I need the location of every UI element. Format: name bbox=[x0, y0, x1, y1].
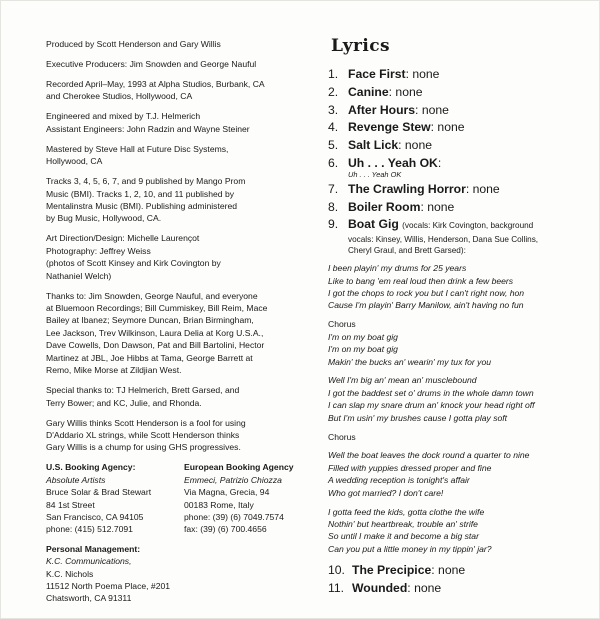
track-note: : none bbox=[415, 102, 449, 117]
track-sub-lyric bbox=[328, 169, 590, 181]
us-agency-line: phone: (415) 512.7091 bbox=[46, 524, 133, 535]
track-note: : none bbox=[388, 84, 423, 99]
credits-line: Cheryl Graul, and Brett Garsed): bbox=[348, 246, 466, 256]
us-agency-heading: U.S. Booking Agency: bbox=[46, 462, 136, 473]
art-credit: Art Direction/Design: Michelle Laurençot Photography: Jeffrey Weiss (photos of Scott Kinsey and Kirk Covington by Nathaniel Welch) bbox=[46, 233, 221, 281]
management-name: K.C. Communications, bbox=[46, 556, 132, 567]
eu-agency-line: Via Magna, Grecia, 94 bbox=[184, 487, 270, 498]
track-item bbox=[328, 66, 590, 84]
track-number: 1. bbox=[328, 67, 339, 81]
verse: Well the boat leaves the dock round a quarter to nine Filled with yuppies dressed proper and fine A wedding reception is tonight's affair Who got married? I don't care! bbox=[328, 450, 530, 498]
eu-agency-line: phone: (39) (6) 7049.7574 bbox=[184, 511, 284, 522]
eu-agency-name: Emmeci, Patrizio Chiozza bbox=[184, 474, 282, 485]
track-name: Boat Gig bbox=[348, 217, 399, 232]
booking-agencies bbox=[46, 461, 308, 535]
track-item bbox=[328, 199, 590, 217]
management-line: 11512 North Poema Place, #201 bbox=[46, 580, 171, 591]
chorus: Chorus I'm on my boat gig I'm on my boat gig Makin' the bucks an' wearin' my tux for you bbox=[328, 319, 492, 367]
lyrics-title: Lyrics bbox=[331, 36, 390, 56]
track-credits bbox=[402, 221, 533, 230]
producers-credit: Produced by Scott Henderson and Gary Willis bbox=[46, 39, 221, 49]
management-heading: Personal Management: bbox=[46, 543, 141, 554]
chorus: Chorus bbox=[328, 431, 356, 442]
us-agency-line: Bruce Solar & Brad Stewart bbox=[46, 487, 152, 498]
track-name: Face First bbox=[348, 67, 406, 81]
track-name: Salt Lick bbox=[348, 138, 399, 153]
track-item bbox=[328, 216, 590, 256]
track-number: 8. bbox=[328, 199, 339, 214]
track-number: 10. bbox=[328, 562, 345, 577]
credits-line: (vocals: Kirk Covington, background bbox=[402, 221, 534, 231]
track-name: Wounded bbox=[352, 580, 408, 595]
us-booking-agency bbox=[46, 461, 170, 535]
track-note: : none bbox=[431, 562, 466, 577]
credits-line: vocals: Kinsey, Willis, Henderson, Dana Sue Collins, bbox=[348, 235, 539, 245]
track-number: 3. bbox=[328, 102, 339, 117]
personal-management bbox=[46, 543, 308, 605]
eu-agency-line: fax: (39) (6) 700.4656 bbox=[184, 524, 267, 535]
track-list bbox=[328, 66, 590, 256]
credits-column bbox=[46, 38, 308, 605]
special-thanks-credit: Special thanks to: TJ Helmerich, Brett Garsed, and Terry Bower; and KC, Julie, and Rhonda. bbox=[46, 385, 240, 408]
engineering-credit: Engineered and mixed by T.J. Helmerich Assistant Engineers: John Radzin and Wayne Steiner bbox=[46, 111, 250, 134]
strings-joke: Gary Willis thinks Scott Henderson is a fool for using D'Addario XL strings, while Scott Henderson thinks Gary Willis is a chump for using GHS progressives. bbox=[46, 417, 246, 453]
track-number: 2. bbox=[328, 84, 339, 99]
track-number: 7. bbox=[328, 181, 339, 196]
track-name: After Hours bbox=[348, 102, 416, 117]
track-note: : bbox=[437, 155, 442, 170]
track-item bbox=[328, 580, 590, 598]
track-note: : none bbox=[430, 120, 465, 135]
track-item bbox=[328, 137, 590, 155]
track-name: Boiler Room bbox=[348, 199, 421, 214]
track-name: The Precipice bbox=[352, 562, 432, 577]
track-note: : none bbox=[405, 67, 440, 81]
track-name: Revenge Stew bbox=[348, 120, 431, 135]
publishing-credit: Tracks 3, 4, 5, 6, 7, and 9 published by Mango Prom Music (BMI). Tracks 1, 2, 10, and 11 published by Mentalinstra Music (BMI). Publishing administered by Bug Music, Hollywood, CA. bbox=[46, 176, 246, 224]
executive-producers-credit: Executive Producers: Jim Snowden and George Nauful bbox=[46, 59, 257, 69]
track-note: : none bbox=[407, 580, 442, 595]
track-item bbox=[328, 102, 590, 120]
track-number: 9. bbox=[328, 217, 339, 232]
track-number: 6. bbox=[328, 155, 339, 170]
track-note: : none bbox=[465, 181, 500, 196]
management-line: Chatsworth, CA 91311 bbox=[46, 593, 132, 604]
us-agency-line: 84 1st Street bbox=[46, 499, 95, 510]
track-name: Uh . . . Yeah OK bbox=[348, 155, 438, 170]
track-item bbox=[328, 84, 590, 102]
verse: I been playin' my drums for 25 years Like to bang 'em real loud then drink a few beers I got the chops to rock you but I can't right now, hon Cause I'm playin' Barry Manilow, ain't having no fun bbox=[328, 263, 525, 311]
track-item bbox=[328, 119, 590, 137]
us-agency-line: San Francisco, CA 94105 bbox=[46, 511, 144, 522]
track-lyric: Uh . . . Yeah OK bbox=[348, 169, 402, 179]
us-agency-name: Absolute Artists bbox=[46, 474, 106, 485]
track-item bbox=[328, 181, 590, 199]
track-number: 5. bbox=[328, 138, 339, 153]
eu-agency-heading: European Booking Agency bbox=[184, 462, 294, 473]
track-item bbox=[328, 562, 590, 580]
track-note: : none bbox=[420, 199, 455, 214]
track-name: Canine bbox=[348, 84, 389, 99]
track-note: : none bbox=[398, 138, 433, 153]
track-number: 11. bbox=[328, 580, 345, 595]
track-list-end bbox=[328, 562, 590, 598]
mastering-credit: Mastered by Steve Hall at Future Disc Systems, Hollywood, CA bbox=[46, 143, 229, 167]
verse: I gotta feed the kids, gotta clothe the wife Nothin' but heartbreak, trouble an' strife So until I make it and become a big star Can you put a little money in my tippin' jar? bbox=[328, 506, 492, 554]
lyrics-column bbox=[328, 36, 590, 597]
european-booking-agency bbox=[184, 461, 308, 535]
track-number: 4. bbox=[328, 120, 339, 135]
recording-credit: Recorded April–May, 1993 at Alpha Studios, Burbank, CA and Cherokee Studios, Hollywood, CA bbox=[46, 79, 265, 102]
management-line: K.C. Nichols bbox=[46, 568, 94, 579]
verse: Well I'm big an' mean an' musclebound I got the baddest set o' drums in the whole damn town I can slap my snare drum an' knock your head right off But I'm usin' my brushes cause I gotta play soft bbox=[328, 375, 535, 423]
eu-agency-line: 00183 Rome, Italy bbox=[184, 499, 254, 510]
track-name: The Crawling Horror bbox=[348, 181, 466, 196]
boat-gig-lyrics bbox=[328, 262, 590, 555]
thanks-credit: Thanks to: Jim Snowden, George Nauful, and everyone at Bluemoon Recordings; Bill Cummiskey, Bill Reim, Mace Bailey at Ibanez; Seymore Duncan, Brian Birmingham, Lee Jackson, Trev Wilkinson, Laura Delia at Korg U.S.A., Dave Cowells, Don Dawson, Pat and Bill Bartolini, Hector Martinez at JBL, Joe Hibbs at Tama, George Barrett at Remo, Mike Morse at Zildjian West. bbox=[46, 290, 268, 376]
